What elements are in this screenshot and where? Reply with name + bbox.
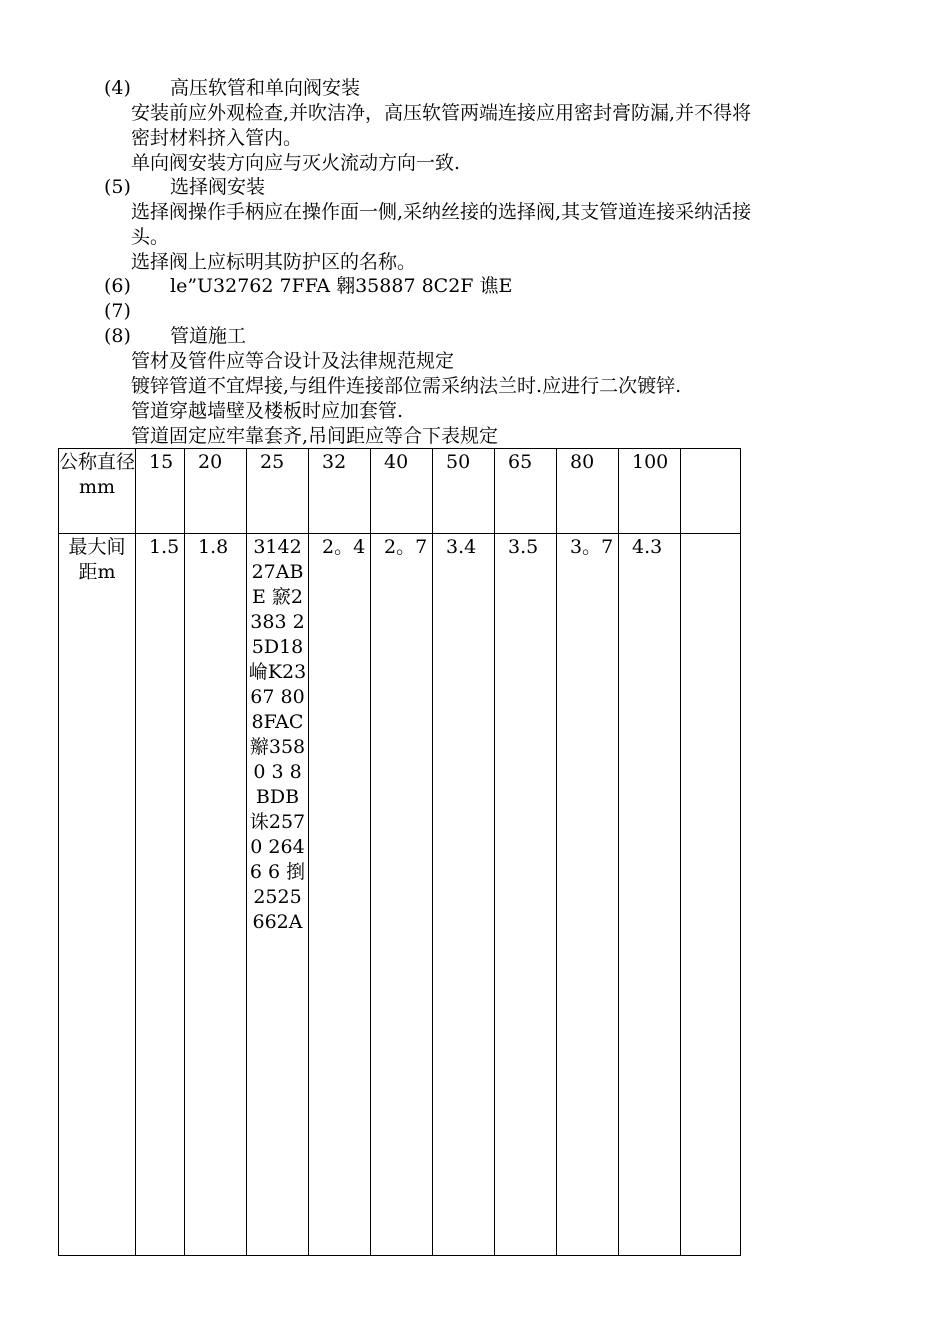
paragraph: 镀锌管道不宜焊接,与组件连接部位需采纳法兰时.应进行二次镀锌. [131,375,682,397]
paragraph: 头。 [131,226,170,248]
paragraph: 选择阀上应标明其防护区的名称。 [131,251,417,273]
spacing-row [59,534,741,1256]
spacing-cell: 3.5 [495,534,557,1256]
diameter-label-cell: 公称直径mm [59,449,136,534]
diameter-cell: 32 [309,449,371,534]
section-title: le”U32762 7FFA 翱35887 8C2F 谯E [170,275,513,297]
diameter-cell: 50 [433,449,495,534]
diameter-cell: 40 [371,449,433,534]
spacing-cell: 2。4 [309,534,371,1256]
section-number: (6) [104,275,131,297]
diameter-cell: 80 [557,449,619,534]
diameter-cell: 65 [495,449,557,534]
spacing-cell: 3142 27ABE 窾2383 25D18 崘K2367 80 8FAC 辮3580 3 8BDB 诛2570 2646 6 捯2525 662A [247,534,309,1256]
diameter-row [59,449,741,534]
diameter-cell: 15 [136,449,185,534]
section-title: 选择阀安装 [170,176,266,198]
diameter-cell: 20 [185,449,247,534]
pipe-spacing-table [58,448,741,1256]
section-title: 高压软管和单向阀安装 [170,77,361,99]
spacing-cell: 1.8 [185,534,247,1256]
paragraph: 密封材料挤入管内。 [131,127,303,149]
spacing-label-cell: 最大间 距m [59,534,136,1256]
spacing-cell [681,534,741,1256]
diameter-cell [681,449,741,534]
spacing-cell: 3.4 [433,534,495,1256]
section-number: (7) [104,300,131,322]
section-number: (5) [104,176,131,198]
paragraph: 管材及管件应等合设计及法律规范规定 [131,350,455,372]
paragraph: 单向阀安装方向应与灭火流动方向一致. [131,152,461,174]
spacing-cell: 1.5 [136,534,185,1256]
spacing-cell: 4.3 [619,534,681,1256]
paragraph: 安装前应外观检查,并吹洁净，高压软管两端连接应用密封膏防漏,并不得将 [131,102,752,124]
section-number: (8) [104,325,131,347]
spacing-cell: 2。7 [371,534,433,1256]
diameter-cell: 25 [247,449,309,534]
section-title: 管道施工 [170,325,247,347]
paragraph: 选择阀操作手柄应在操作面一侧,采纳丝接的选择阀,其支管道连接采纳活接 [131,201,752,223]
paragraph: 管道固定应牢靠套齐,吊间距应等合下表规定 [131,425,499,447]
section-number: (4) [104,77,131,99]
diameter-cell: 100 [619,449,681,534]
spacing-cell: 3。7 [557,534,619,1256]
paragraph: 管道穿越墙壁及楼板时应加套管. [131,400,404,422]
